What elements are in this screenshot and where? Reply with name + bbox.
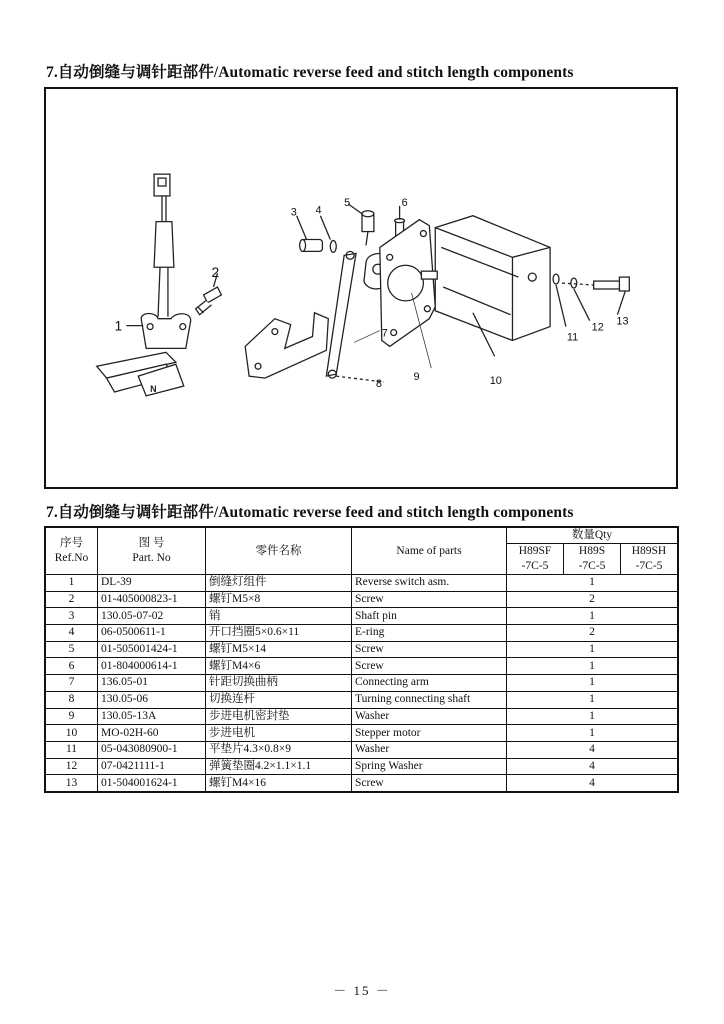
section-title: 7.自动倒缝与调针距部件/Automatic reverse feed and stitch length components [46, 64, 574, 81]
callout-11: 11 [566, 331, 579, 344]
name-cn-cell: 倒缝灯组件 [206, 575, 352, 592]
qty-cell: 2 [507, 591, 679, 608]
name-cn-cell: 销 [206, 608, 352, 625]
ref-cell: 3 [45, 608, 98, 625]
callout-4: 4 [315, 204, 322, 217]
table-row [45, 641, 678, 658]
ref-cell: 11 [45, 741, 98, 758]
page-number: － 15 － [333, 983, 391, 998]
callout-10: 10 [489, 375, 502, 388]
name-en-cell: Spring Washer [352, 758, 507, 775]
qty-cell: 2 [507, 625, 679, 642]
name-en-cell: E-ring [352, 625, 507, 642]
callout-1: 1 [114, 317, 123, 334]
table-row [45, 575, 678, 592]
name-en-cell: Screw [352, 641, 507, 658]
name-cn-cell: 开口挡圈5×0.6×11 [206, 625, 352, 642]
qty-cell: 1 [507, 641, 679, 658]
reverse-switch-assembly-drawing [97, 174, 191, 396]
ref-cell: 10 [45, 725, 98, 742]
table-row [45, 708, 678, 725]
name-cn-cell: 平垫片4.3×0.8×9 [206, 741, 352, 758]
part-no-cell: 01-405000823-1 [98, 591, 206, 608]
ref-cell: 9 [45, 708, 98, 725]
part-no-cell: MO-02H-60 [98, 725, 206, 742]
name-en-cell: Turning connecting shaft [352, 691, 507, 708]
name-en-cell: Connecting arm [352, 675, 507, 692]
table-section-title: 7.自动倒缝与调针距部件/Automatic reverse feed and stitch length components [46, 504, 574, 521]
ref-cell: 2 [45, 591, 98, 608]
exploded-parts-diagram [44, 87, 678, 489]
table-row [45, 775, 678, 792]
qty-cell: 1 [507, 575, 679, 592]
part-no-cell: 130.05-13A [98, 708, 206, 725]
part-header-en: Part. No [132, 552, 171, 564]
model-3-line1: H89SH [631, 545, 667, 557]
callout-8: 8 [375, 378, 382, 391]
qty-cell: 4 [507, 758, 679, 775]
name-cn-header: 零件名称 [206, 527, 352, 575]
name-en-cell: Washer [352, 741, 507, 758]
qty-cell: 1 [507, 708, 679, 725]
qty-cell: 1 [507, 658, 679, 675]
part-no-cell: 06-0500611-1 [98, 625, 206, 642]
part-no-cell: 07-0421111-1 [98, 758, 206, 775]
shaft-pin-drawing [297, 216, 337, 253]
table-row [45, 658, 678, 675]
name-cn-cell: 螺钉M4×16 [206, 775, 352, 792]
model-2-line1: H89S [578, 545, 606, 557]
table-row [45, 675, 678, 692]
ref-cell: 12 [45, 758, 98, 775]
part-no-cell: 01-504001624-1 [98, 775, 206, 792]
part-no-cell: 130.05-07-02 [98, 608, 206, 625]
parts-list-table [44, 526, 679, 793]
model-header-h89sh [621, 544, 679, 575]
part-no-cell: 01-505001424-1 [98, 641, 206, 658]
model-1-line1: H89SF [518, 545, 552, 557]
table-row [45, 725, 678, 742]
table-row [45, 608, 678, 625]
part-no-cell: 01-804000614-1 [98, 658, 206, 675]
callout-13: 13 [616, 315, 629, 328]
table-header-row [45, 527, 678, 544]
svg-text:N: N [150, 383, 157, 394]
ref-cell: 1 [45, 575, 98, 592]
model-2-line2: -7C-5 [578, 560, 606, 572]
qty-cell: 4 [507, 775, 679, 792]
table-row [45, 625, 678, 642]
callout-6: 6 [401, 196, 408, 209]
table-row [45, 741, 678, 758]
model-header-h89sf [507, 544, 564, 575]
motor-gasket-drawing [380, 220, 435, 347]
name-cn-cell: 弹簧垫圈4.2×1.1×1.1 [206, 758, 352, 775]
callout-2: 2 [211, 264, 220, 281]
name-cn-cell: 切换连杆 [206, 691, 352, 708]
qty-header: 数量Qty [507, 527, 679, 544]
table-row [45, 591, 678, 608]
ref-cell: 13 [45, 775, 98, 792]
ref-header [45, 527, 98, 575]
name-en-cell: Screw [352, 658, 507, 675]
model-header-h89s [564, 544, 621, 575]
callout-3: 3 [290, 206, 297, 219]
part-no-cell: DL-39 [98, 575, 206, 592]
ref-header-en: Ref.No [54, 552, 89, 564]
name-en-cell: Shaft pin [352, 608, 507, 625]
bracket-drawing [245, 313, 328, 378]
callout-9: 9 [413, 371, 420, 384]
ref-cell: 7 [45, 675, 98, 692]
name-cn-cell: 螺钉M5×8 [206, 591, 352, 608]
callout-12: 12 [591, 321, 604, 334]
name-en-header: Name of parts [352, 527, 507, 575]
model-3-line2: -7C-5 [635, 560, 663, 572]
part-no-cell: 130.05-06 [98, 691, 206, 708]
qty-cell: 1 [507, 675, 679, 692]
ref-header-cn: 序号 [60, 537, 83, 549]
name-cn-cell: 步进电机密封垫 [206, 708, 352, 725]
name-en-cell: Washer [352, 708, 507, 725]
table-row [45, 691, 678, 708]
part-no-header [98, 527, 206, 575]
name-en-cell: Reverse switch asm. [352, 575, 507, 592]
qty-cell: 4 [507, 741, 679, 758]
name-cn-cell: 螺钉M4×6 [206, 658, 352, 675]
table-row [45, 758, 678, 775]
ref-cell: 6 [45, 658, 98, 675]
part-no-cell: 05-043080900-1 [98, 741, 206, 758]
ref-cell: 4 [45, 625, 98, 642]
ref-cell: 5 [45, 641, 98, 658]
name-en-cell: Screw [352, 591, 507, 608]
qty-cell: 1 [507, 691, 679, 708]
stepper-motor-drawing [421, 216, 550, 357]
model-1-line2: -7C-5 [521, 560, 549, 572]
ref-cell: 8 [45, 691, 98, 708]
name-en-cell: Screw [352, 775, 507, 792]
part-header-cn: 图 号 [138, 537, 165, 549]
qty-cell: 1 [507, 608, 679, 625]
callout-5: 5 [344, 196, 351, 209]
name-cn-cell: 螺钉M5×14 [206, 641, 352, 658]
qty-cell: 1 [507, 725, 679, 742]
name-cn-cell: 步进电机 [206, 725, 352, 742]
name-en-cell: Stepper motor [352, 725, 507, 742]
name-cn-cell: 针距切换曲柄 [206, 675, 352, 692]
callout-7: 7 [381, 327, 388, 340]
part-no-cell: 136.05-01 [98, 675, 206, 692]
